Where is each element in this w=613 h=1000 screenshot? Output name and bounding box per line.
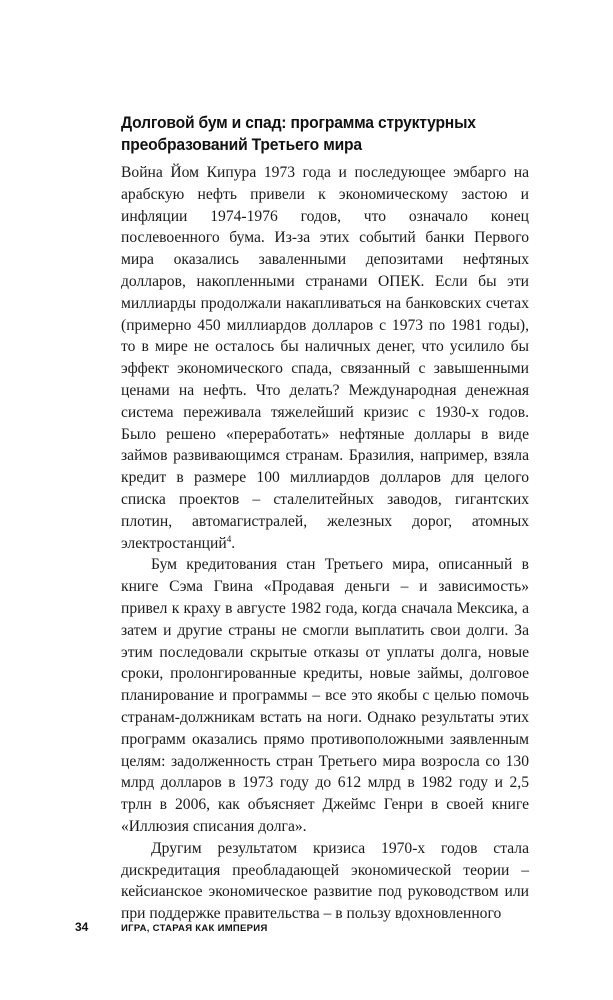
footnote-ref: 4 bbox=[226, 533, 232, 544]
heading-line-1: Долговой бум и спад: программа структурных bbox=[121, 113, 476, 132]
paragraph-1 bbox=[121, 162, 529, 554]
page-number: 34 bbox=[75, 920, 89, 934]
paragraph-2: Бум кредитования стан Третьего мира, описанный в книге Сэма Гвина «Продавая деньги – и зависимость» привел к краху в августе 1982 года, когда сначала Мексика, а затем и другие страны не смогли выплатить свои долги. За этим последовали скрытые отказы от уплаты долга, новые сроки, пролонгированные кредиты, новые займы, долговое планирование и программы – все это якобы с целью помочь странам-должникам встать на ноги. Однако результаты этих программ оказались прямо противоположными заявленным целям: задолженность стран Третьего мира возросла со 130 млрд долларов в 1973 году до 612 млрд в 1982 году и 2,5 трлн в 2006, как объясняет Джеймс Генри в своей книге «Иллюзия списания долга». bbox=[121, 556, 529, 835]
running-title: ИГРА, СТАРАЯ КАК ИМПЕРИЯ bbox=[121, 923, 268, 934]
paragraph-3: Другим результатом кризиса 1970-х годов стала дискредитация преобладающей экономической теории – кейсианское экономическое развитие под руководством или при поддержке правительства – в пользу вдохновленного bbox=[121, 839, 529, 923]
heading-line-2: преобразований Третьего мира bbox=[121, 135, 362, 154]
section-heading bbox=[121, 112, 507, 156]
paragraph-1-text: Война Йом Кипура 1973 года и последующее эмбарго на арабскую нефть привели к экономическому застою и инфляции 1974-1976 годов, что означало конец послевоенного бума. Из-за этих событий банки Первого мира оказались заваленными депозитами нефтяных долларов, накопленными странами ОПЕК. Если бы эти миллиарды продолжали накапливаться на банковских счетах (примерно 450 миллиардов долларов с 1973 по 1981 годы), то в мире не осталось бы наличных денег, что усилило бы эффект экономического спада, связанный с завышенными ценами на нефть. Что делать? Международная денежная система переживала тяжелейший кризис с 1930-х годов. Было решено «переработать» нефтяные доллары в виде займов развивающимся странам. Бразилия, например, взяла кредит в размере 100 миллиардов долларов для целого списка проектов – сталелитейных заводов, гигантских плотин, автомагистралей, железных дорог, атомных электростанций bbox=[121, 164, 529, 552]
paragraph-1-end: . bbox=[231, 534, 236, 552]
body-text bbox=[121, 162, 529, 925]
page-footer bbox=[75, 920, 268, 934]
